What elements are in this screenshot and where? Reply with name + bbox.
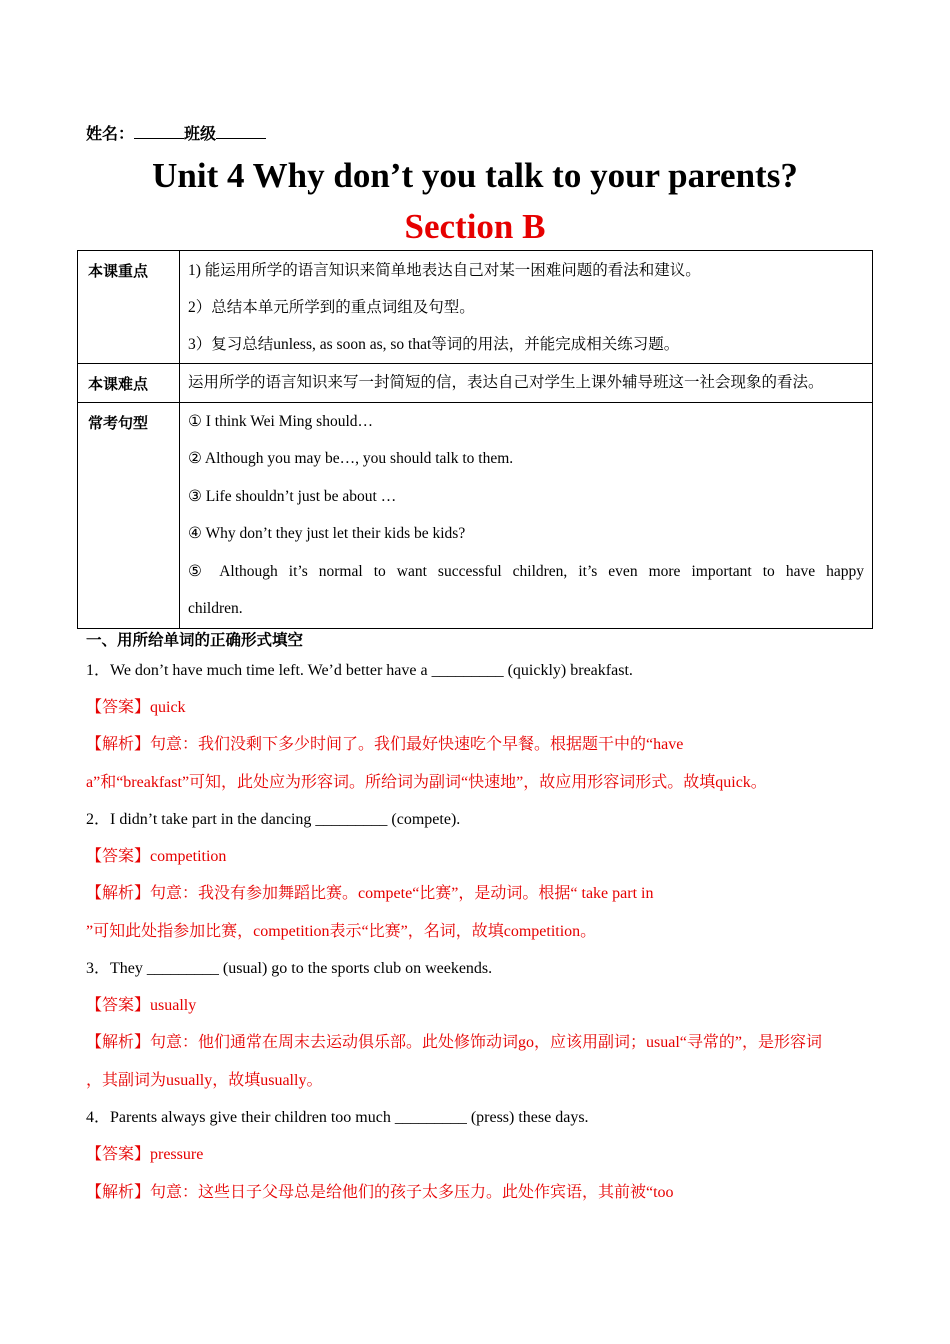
row-label: 常考句型 [78,402,180,628]
page-title: Unit 4 Why don’t you talk to your parents? [152,156,798,195]
row-content [180,402,873,628]
section-title: 一、用所给单词的正确形式填空 [86,631,304,649]
question-text: 1．We don’t have much time left. We’d better have a _________ (quickly) breakfast. [86,662,633,679]
analysis-text: 【解析】句意：我没有参加舞蹈比赛。compete“比赛”，是动词。根据“ take part in [86,885,654,902]
answer-text: 【答案】quick [86,699,186,716]
row-label: 本课重点 [78,251,180,364]
row-content [180,251,873,364]
content-line: 2）总结本单元所学到的重点词组及句型。 [188,299,475,316]
class-label: 班级 [184,124,217,143]
table-row [78,251,873,364]
analysis-text: 【解析】句意：这些日子父母总是给他们的孩子太多压力。此处作宾语，其前被“too [86,1184,674,1201]
analysis-text: a”和“breakfast”可知，此处应为形容词。所给词为副词“快速地”，故应用形容词形式。故填quick。 [86,774,767,791]
content-line: ③ Life shouldn’t just be about … [188,487,397,505]
content-line: 1) 能运用所学的语言知识来简单地表达自己对某一困难问题的看法和建议。 [188,262,701,279]
analysis-text: 【解析】句意：我们没剩下多少时间了。我们最好快速吃个早餐。根据题干中的“have [86,736,684,753]
table-row [78,364,873,403]
content-line: 运用所学的语言知识来写一封简短的信，表达自己对学生上课外辅导班这一社会现象的看法。 [188,374,824,391]
answer-text: 【答案】usually [86,997,197,1014]
table-row [78,402,873,628]
class-blank[interactable] [216,124,266,139]
answer-text: 【答案】pressure [86,1146,204,1163]
content-line: ④ Why don’t they just let their kids be kids? [188,525,466,542]
answer-text: 【答案】competition [86,848,227,865]
name-label: 姓名： [86,124,135,143]
row-label: 本课难点 [78,364,180,403]
analysis-text: ，其副词为usually，故填usually。 [86,1072,323,1089]
content-line: ① I think Wei Ming should… [188,412,374,430]
analysis-text: 【解析】句意：他们通常在周末去运动俱乐部。此处修饰动词go，应该用副词；usual“寻常的”，是形容词 [86,1034,822,1051]
page-subtitle: Section B [404,207,546,246]
content-line: ⑤ Although it’s normal to want successful children, it’s even more important to have happy [188,562,864,580]
content-line: 3）复习总结unless, as soon as, so that等词的用法，并能完成相关练习题。 [188,336,680,353]
lesson-info-table [77,250,873,629]
question-text: 3．They _________ (usual) go to the sports club on weekends. [86,960,493,977]
question-text: 4．Parents always give their children too much _________ (press) these days. [86,1109,589,1126]
content-line: ② Although you may be…, you should talk to them. [188,450,514,467]
content-line: children. [188,600,243,617]
question-text: 2．I didn’t take part in the dancing _________ (compete). [86,811,461,828]
analysis-text: ”可知此处指参加比赛，competition表示“比赛”，名词，故填competition。 [86,923,597,940]
student-info-line [86,121,266,144]
row-content [180,364,873,403]
name-blank[interactable] [134,124,184,139]
